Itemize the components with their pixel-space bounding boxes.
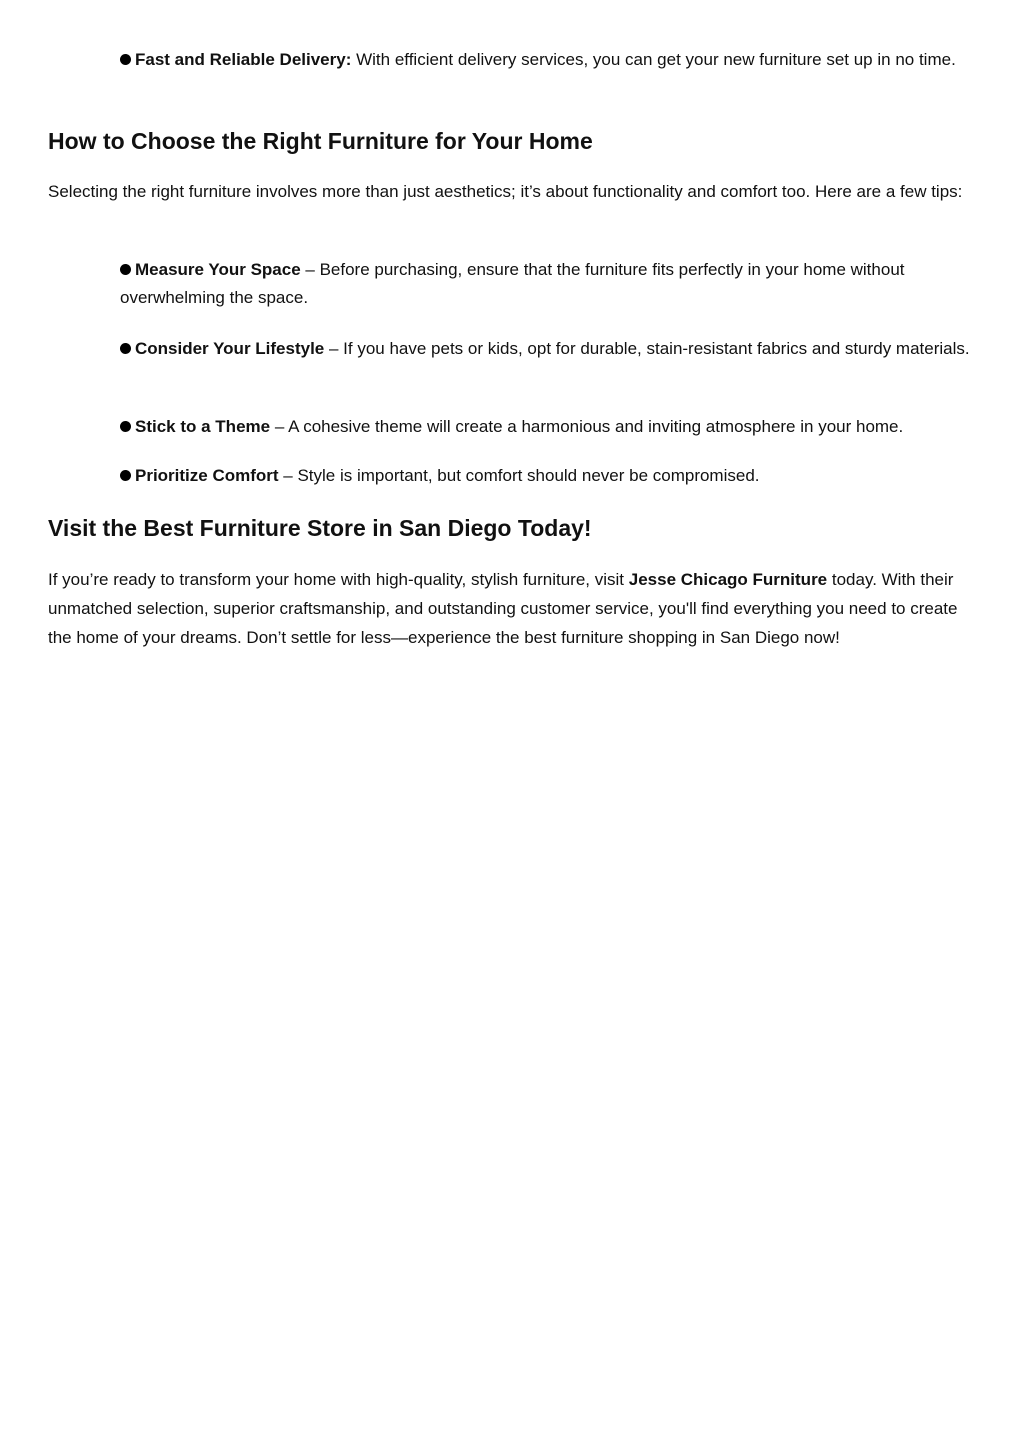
bullet-lead: Prioritize Comfort xyxy=(135,466,279,485)
list-item-measure-space xyxy=(120,256,975,313)
bullet-icon xyxy=(120,54,131,65)
bullet-lead: Fast and Reliable Delivery: xyxy=(135,50,352,69)
section-heading-choose: How to Choose the Right Furniture for Your Home xyxy=(48,128,593,154)
bullet-text: – Style is important, but comfort should never be compromised. xyxy=(278,466,760,485)
section-body-visit xyxy=(48,566,973,652)
visit-body-end: today. With their unmatched selection, superior craftsmanship, and outstanding customer service, you'll find everything you need to create the home of your dreams. Don’t settle for less—experience the best furniture shopping in San Diego now! xyxy=(48,570,958,647)
bullet-icon xyxy=(120,421,131,432)
bullet-icon xyxy=(120,264,131,275)
list-item-stick-to-theme xyxy=(120,413,1000,441)
section-heading-visit: Visit the Best Furniture Store in San Diego Today! xyxy=(48,515,592,541)
list-item-delivery xyxy=(120,46,975,74)
list-item-consider-lifestyle xyxy=(120,335,975,363)
bullet-icon xyxy=(120,470,131,481)
bullet-text: With efficient delivery services, you can get your new furniture set up in no time. xyxy=(351,50,956,69)
section-intro-choose: Selecting the right furniture involves more than just aesthetics; it’s about functionality and comfort too. Here are a few tips: xyxy=(48,182,963,201)
store-name: Jesse Chicago Furniture xyxy=(628,570,828,589)
bullet-text: – If you have pets or kids, opt for durable, stain-resistant fabrics and sturdy materials. xyxy=(324,339,970,358)
list-item-prioritize-comfort xyxy=(120,462,975,490)
bullet-lead: Stick to a Theme xyxy=(135,417,271,436)
bullet-icon xyxy=(120,343,131,354)
visit-body-start: If you’re ready to transform your home with high-quality, stylish furniture, visit xyxy=(48,570,629,589)
bullet-lead: Measure Your Space xyxy=(135,260,301,279)
bullet-lead: Consider Your Lifestyle xyxy=(135,339,325,358)
bullet-text: – A cohesive theme will create a harmonious and inviting atmosphere in your home. xyxy=(270,417,904,436)
bullet-text: – Before purchasing, ensure that the furniture fits perfectly in your home without overwhelming the space. xyxy=(120,260,905,308)
